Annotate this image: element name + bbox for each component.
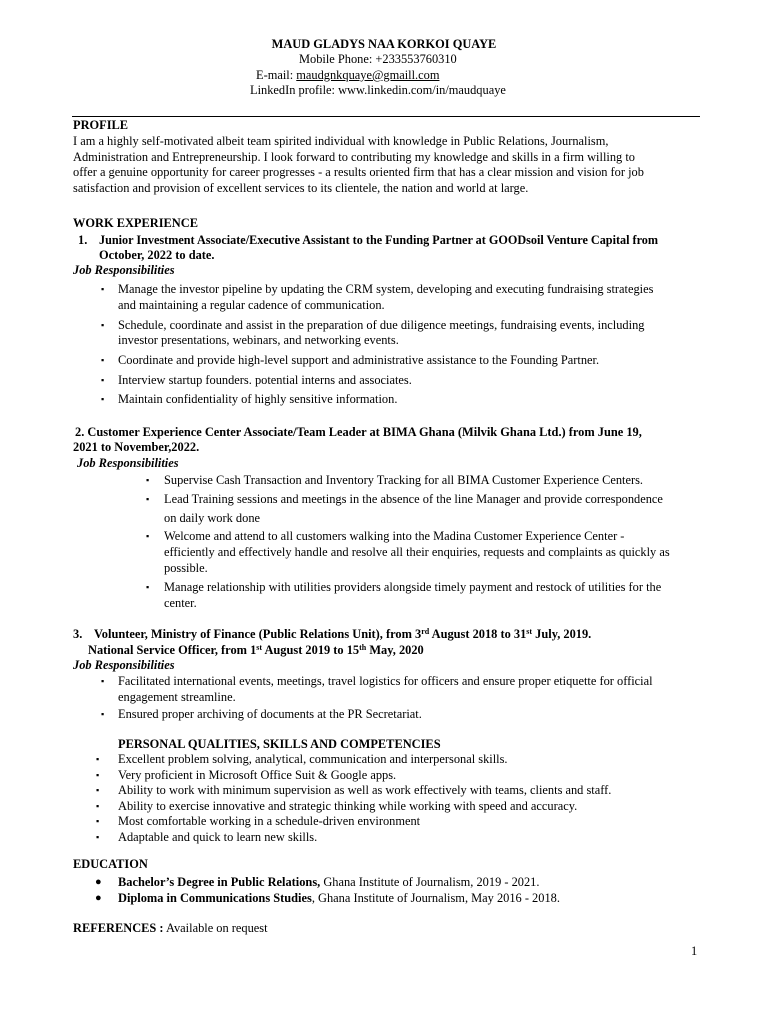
job1-bullet-1-line-2: and maintaining a regular cadence of communication.: [118, 298, 385, 312]
bullet-square: ▪: [146, 494, 150, 504]
linkedin-line: LinkedIn profile: www.linkedin.com/in/maudquaye: [250, 83, 506, 97]
job2-title-line-2: 2021 to November,2022.: [73, 440, 200, 454]
header-divider: [72, 116, 700, 117]
bullet-square: ▪: [96, 770, 100, 780]
bullet-square: ▪: [101, 375, 105, 385]
bullet-square: ▪: [96, 754, 100, 764]
job1-bullet-3: Coordinate and provide high-level support and administrative assistance to the Founding Partner.: [118, 353, 600, 367]
bullet-square: ▪: [96, 832, 100, 842]
job2-bullet-1: Supervise Cash Transaction and Inventory Tracking for all BIMA Customer Experience Centers.: [164, 473, 644, 487]
job2-bullet-2-line-1: Lead Training sessions and meetings in the absence of the line Manager and provide correspondence: [164, 492, 663, 506]
bullet-square: ▪: [101, 320, 105, 330]
bullet-square: ▪: [146, 582, 150, 592]
references-value: Available on request: [163, 921, 268, 935]
bullet-square: ▪: [101, 709, 105, 719]
candidate-name: MAUD GLADYS NAA KORKOI QUAYE: [271, 37, 497, 51]
profile-line-2: Administration and Entrepreneurship. I look forward to contributing my knowledge and skills in a firm willing to: [73, 150, 635, 164]
education-item-1: Bachelor’s Degree in Public Relations, Ghana Institute of Journalism, 2019 - 2021.: [118, 875, 540, 889]
bullet-square: ▪: [101, 284, 105, 294]
skill-item-5: Most comfortable working in a schedule-driven environment: [118, 814, 421, 828]
references-line: [73, 921, 268, 937]
job3-bullet-2: Ensured proper archiving of documents at the PR Secretariat.: [118, 707, 422, 721]
profile-line-3: offer a genuine opportunity for career progresses - a results oriented firm that has a clear mission and vision for job: [73, 165, 644, 179]
job1-bullet-1-line-1: Manage the investor pipeline by updating the CRM system, developing and executing fundraising strategies: [118, 282, 654, 296]
job1-bullet-2-line-2: investor presentations, webinars, and networking events.: [118, 333, 399, 347]
bullet-square: ▪: [101, 394, 105, 404]
job3-title-line-2: National Service Officer, from 1st August 2019 to 15th May, 2020: [88, 643, 424, 657]
email-link[interactable]: maudgnkquaye@gmaill.com: [296, 68, 440, 82]
job1-bullet-4: Interview startup founders. potential interns and associates.: [118, 373, 412, 387]
profile-heading: PROFILE: [73, 118, 129, 132]
skill-item-3: Ability to work with minimum supervision as well as work effectively with teams, clients and staff.: [118, 783, 612, 797]
references-label: REFERENCES :: [73, 921, 164, 935]
job2-bullet-2-line-2: on daily work done: [164, 511, 261, 525]
job1-bullet-5: Maintain confidentiality of highly sensitive information.: [118, 392, 398, 406]
job3-bullet-1-line-1: Facilitated international events, meetings, travel logistics for officers and ensure proper etiquette for official: [118, 674, 653, 688]
job3-title-line-1: Volunteer, Ministry of Finance (Public Relations Unit), from 3rd August 2018 to 31st July, 2019.: [94, 627, 592, 641]
education-item-2: Diploma in Communications Studies, Ghana Institute of Journalism, May 2016 - 2018.: [118, 891, 560, 905]
job1-bullet-2-line-1: Schedule, coordinate and assist in the preparation of due diligence meetings, fundraising events, including: [118, 318, 645, 332]
job2-bullet-3-line-3: possible.: [164, 561, 208, 575]
bullet-square: ▪: [146, 531, 150, 541]
skill-item-4: Ability to exercise innovative and strategic thinking while working with speed and accuracy.: [118, 799, 578, 813]
work-experience-heading: WORK EXPERIENCE: [73, 216, 198, 230]
bullet-dot: ●: [95, 876, 102, 888]
bullet-square: ▪: [96, 785, 100, 795]
job2-responsibilities-label: Job Responsibilities: [77, 456, 179, 470]
job3-number: 3.: [73, 627, 83, 641]
phone-line: Mobile Phone: +233553760310: [299, 52, 457, 66]
skill-item-6: Adaptable and quick to learn new skills.: [118, 830, 318, 844]
profile-line-1: I am a highly self-motivated albeit team spirited individual with knowledge in Public Relations, Journalism,: [73, 134, 609, 148]
job1-title-line-1: Junior Investment Associate/Executive Assistant to the Funding Partner at GOODsoil Venture Capital from: [99, 233, 659, 247]
bullet-square: ▪: [96, 816, 100, 826]
skill-item-1: Excellent problem solving, analytical, communication and interpersonal skills.: [118, 752, 508, 766]
job2-bullet-4-line-2: center.: [164, 596, 197, 610]
job3-responsibilities-label: Job Responsibilities: [73, 658, 175, 672]
job3-bullet-1-line-2: engagement streamline.: [118, 690, 236, 704]
job1-number: 1.: [78, 233, 88, 247]
bullet-square: ▪: [96, 801, 100, 811]
job1-responsibilities-label: Job Responsibilities: [73, 263, 175, 277]
bullet-square: ▪: [101, 676, 105, 686]
page-number: 1: [691, 944, 698, 958]
job2-title-line-1: 2. Customer Experience Center Associate/Team Leader at BIMA Ghana (Milvik Ghana Ltd.) from June 19,: [75, 425, 642, 439]
skill-item-2: Very proficient in Microsoft Office Suit & Google apps.: [118, 768, 397, 782]
bullet-dot: ●: [95, 892, 102, 904]
skills-heading: PERSONAL QUALITIES, SKILLS AND COMPETENCIES: [118, 737, 441, 751]
bullet-square: ▪: [101, 355, 105, 365]
job2-bullet-4-line-1: Manage relationship with utilities providers alongside timely payment and restock of utilities for the: [164, 580, 662, 594]
email-label: E-mail:: [256, 68, 297, 82]
job1-title-line-2: October, 2022 to date.: [99, 248, 215, 262]
education-heading: EDUCATION: [73, 857, 148, 871]
profile-line-4: satisfaction and provision of excellent services to its clientele, the nation and world at large.: [73, 181, 529, 195]
job2-bullet-3-line-1: Welcome and attend to all customers walking into the Madina Customer Experience Center -: [164, 529, 625, 543]
job2-bullet-3-line-2: efficiently and effectively handle and resolve all their enquiries, requests and complaints as quickly as: [164, 545, 670, 559]
email-line: [256, 68, 439, 84]
bullet-square: ▪: [146, 475, 150, 485]
